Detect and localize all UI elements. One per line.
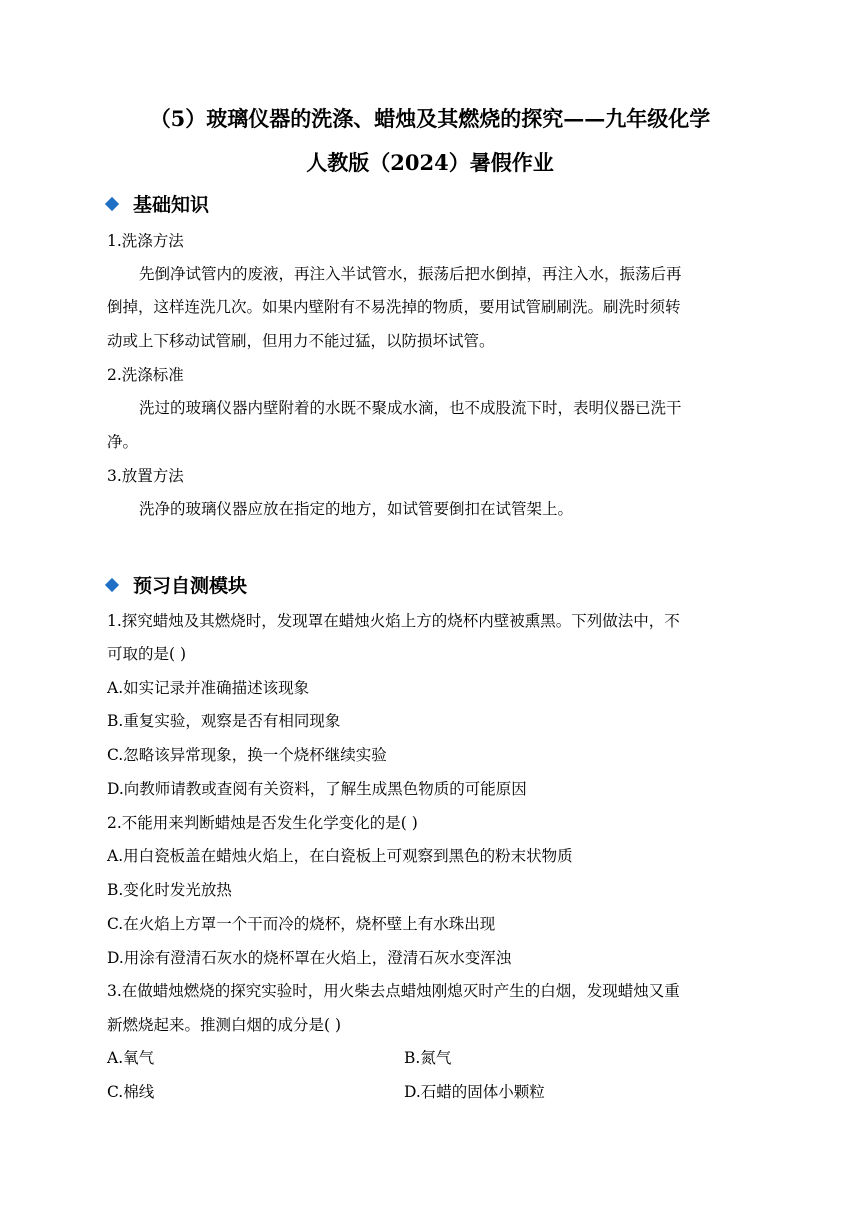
document-title-line-1: （5）玻璃仪器的洗涤、蜡烛及其燃烧的探究——九年级化学 <box>149 106 711 131</box>
option-a: A.用白瓷板盖在蜡烛火焰上，在白瓷板上可观察到黑色的粉末状物质 <box>107 847 573 865</box>
item-label: 1.洗涤方法 <box>107 232 184 250</box>
option-c: C.忽略该异常现象，换一个烧杯继续实验 <box>107 746 387 764</box>
question-stem-line: 3.在做蜡烛燃烧的探究实验时，用火柴去点蜡烛刚熄灭时产生的白烟，发现蜡烛又重 <box>107 982 680 1000</box>
option-b: B.氮气 <box>404 1049 452 1067</box>
paragraph-line: 洗过的玻璃仪器内壁附着的水既不聚成水滴，也不成股流下时，表明仪器已洗干 <box>139 399 682 417</box>
question-stem-line: 新燃烧起来。推测白烟的成分是( ) <box>107 1016 342 1034</box>
question-stem-line: 可取的是( ) <box>107 645 187 663</box>
paragraph-line: 倒掉，这样连洗几次。如果内壁附有不易洗掉的物质，要用试管刷刷洗。刷洗时须转 <box>107 298 681 316</box>
option-a: A.氧气 <box>107 1049 155 1067</box>
diamond-bullet-icon <box>105 196 119 210</box>
option-d: D.向教师请教或查阅有关资料，了解生成黑色物质的可能原因 <box>107 780 527 798</box>
section-heading-text: 基础知识 <box>133 194 210 216</box>
option-a: A.如实记录并准确描述该现象 <box>107 679 310 697</box>
item-label: 3.放置方法 <box>107 467 184 485</box>
paragraph-line: 净。 <box>107 433 139 451</box>
document-title-line-2: 人教版（2024）暑假作业 <box>306 150 554 175</box>
section-heading-basics <box>107 190 209 217</box>
option-b: B.重复实验，观察是否有相同现象 <box>107 712 341 730</box>
option-d: D.石蜡的固体小颗粒 <box>404 1083 545 1101</box>
option-b: B.变化时发光放热 <box>107 881 232 899</box>
paragraph-line: 动或上下移动试管刷，但用力不能过猛，以防损坏试管。 <box>107 332 495 350</box>
question-stem-line: 1.探究蜡烛及其燃烧时，发现罩在蜡烛火焰上方的烧杯内壁被熏黑。下列做法中，不 <box>107 612 680 630</box>
item-label: 2.洗涤标准 <box>107 366 184 384</box>
option-c: C.棉线 <box>107 1083 155 1101</box>
diamond-bullet-icon <box>105 577 119 591</box>
section-heading-text: 预习自测模块 <box>133 575 248 597</box>
paragraph-line: 洗净的玻璃仪器应放在指定的地方，如试管要倒扣在试管架上。 <box>139 500 574 518</box>
paragraph-line: 先倒净试管内的废液，再注入半试管水，振荡后把水倒掉，再注入水，振荡后再 <box>139 265 682 283</box>
question-stem-line: 2.不能用来判断蜡烛是否发生化学变化的是( ) <box>107 814 418 832</box>
option-c: C.在火焰上方罩一个干而冷的烧杯，烧杯壁上有水珠出现 <box>107 915 496 933</box>
option-d: D.用涂有澄清石灰水的烧杯罩在火焰上，澄清石灰水变浑浊 <box>107 949 512 967</box>
section-heading-pretest <box>107 571 247 598</box>
